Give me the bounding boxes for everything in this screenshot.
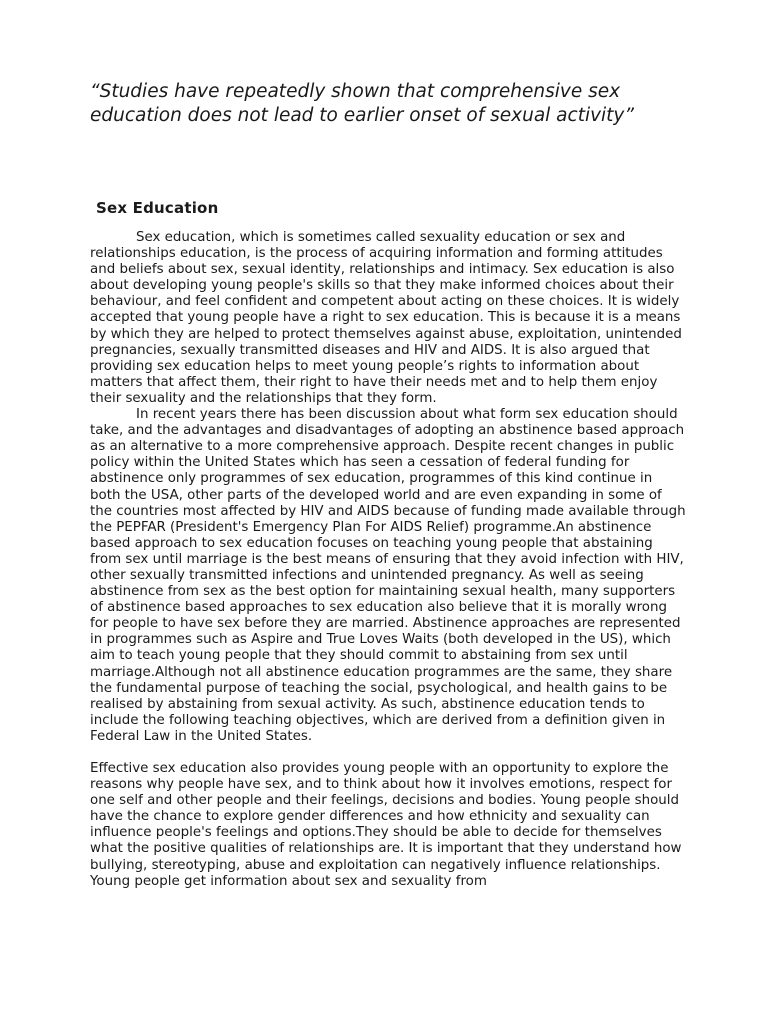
paragraph-1: Sex education, which is sometimes called sexuality education or sex and relationships education, is the process of acquiring information and forming attitudes and beliefs about sex, sexual identity, relationships and intimacy. Sex education is also about developing young people's skills so that they make informed choices about their behaviour, and feel confident and competent about acting on these choices. It is widely accepted that young people have a right to sex education. This is because it is a means by which they are helped to protect themselves against abuse, exploitation, unintended pregnancies, sexually transmitted diseases and HIV and AIDS. It is also argued that providing sex education helps to meet young people’s rights to information about matters that affect them, their right to have their needs met and to help them enjoy their sexuality and the relationships that they form. xyxy=(90,230,682,406)
pull-quote: “Studies have repeatedly shown that comprehensive sex education does not lead to earlier onset of sexual activity” xyxy=(90,81,634,126)
paragraph-2: In recent years there has been discussion about what form sex education should take, and the advantages and disadvantages of adopting an abstinence based approach as an alternative to a more comprehensive approach. Despite recent changes in public policy within the United States which has seen a cessation of federal funding for abstinence only programmes of sex education, programmes of this kind continue in both the USA, other parts of the developed world and are even expanding in some of the countries most affected by HIV and AIDS because of funding made available through the PEPFAR (President's Emergency Plan For AIDS Relief) programme.An abstinence based approach to sex education focuses on teaching young people that abstaining from sex until marriage is the best means of ensuring that they avoid infection with HIV, other sexually transmitted infections and unintended pregnancy. As well as seeing abstinence from sex as the best option for maintaining sexual health, many supporters of abstinence based approaches to sex education also believe that it is morally wrong for people to have sex before they are married. Abstinence approaches are represented in programmes such as Aspire and True Loves Waits (both developed in the US), which aim to teach young people that they should commit to abstaining from sex until marriage.Although not all abstinence education programmes are the same, they share the fundamental purpose of teaching the social, psychological, and health gains to be realised by abstaining from sexual activity. As such, abstinence education tends to include the following teaching objectives, which are derived from a definition given in Federal Law in the United States. xyxy=(90,407,686,744)
paragraph-3: Effective sex education also provides young people with an opportunity to explore the reasons why people have sex, and to think about how it involves emotions, respect for one self and other people and their feelings, decisions and bodies. Young people should have the chance to explore gender differences and how ethnicity and sexuality can influence people's feelings and options.They should be able to decide for themselves what the positive qualities of relationships are. It is important that they understand how bullying, stereotyping, abuse and exploitation can negatively influence relationships. Young people get information about sex and sexuality from xyxy=(90,761,682,889)
section-heading: Sex Education xyxy=(96,199,219,217)
body-text xyxy=(90,230,686,890)
